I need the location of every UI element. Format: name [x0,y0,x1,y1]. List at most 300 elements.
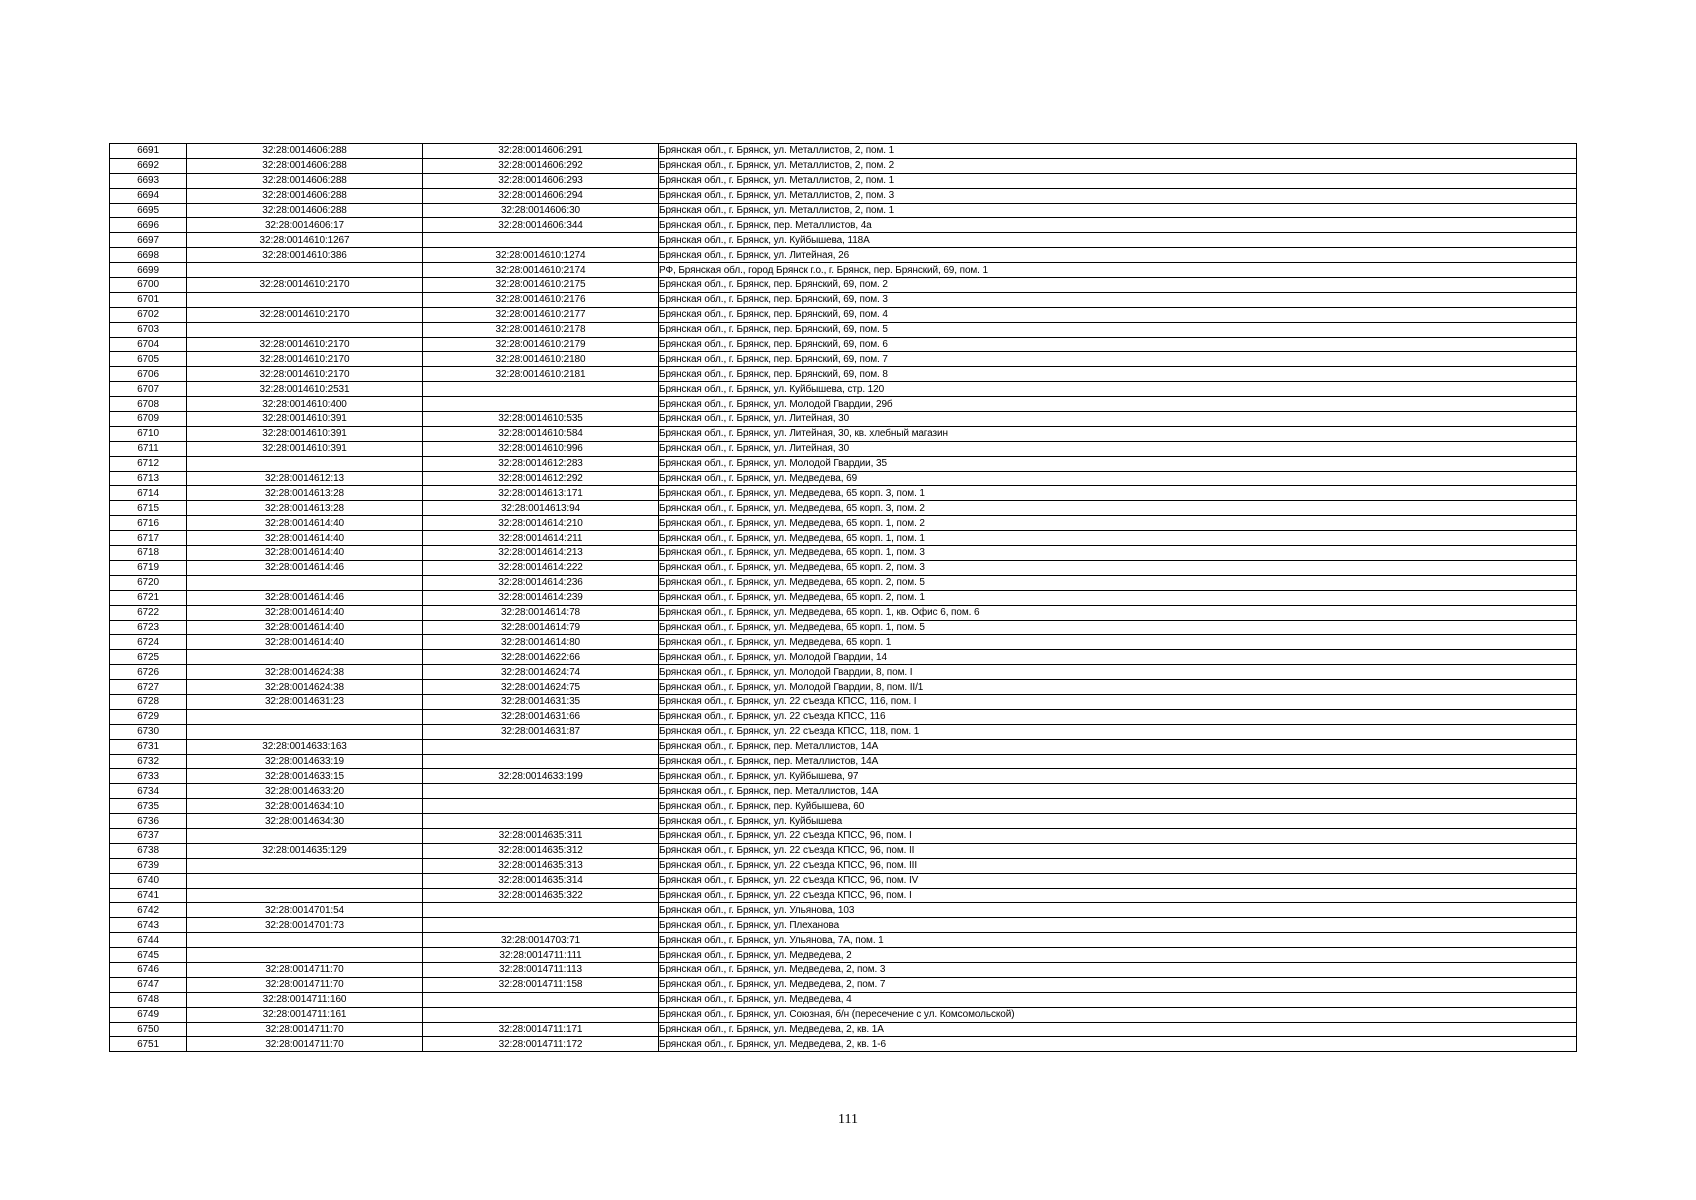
address-cell: Брянская обл., г. Брянск, ул. Медведева, 65 корп. 1 [659,635,1577,650]
table-row [110,218,1577,233]
row-number-cell: 6715 [110,501,187,516]
address-cell: Брянская обл., г. Брянск, ул. Союзная, б/н (пересечение с ул. Комсомольской) [659,1007,1577,1022]
address-cell: Брянская обл., г. Брянск, ул. Медведева, 2 [659,948,1577,963]
address-cell: Брянская обл., г. Брянск, ул. 22 съезда КПСС, 96, пом. I [659,828,1577,843]
parcel-cadastral-cell [187,933,423,948]
table-row [110,531,1577,546]
table-row [110,739,1577,754]
parcel-cadastral-cell: 32:28:0014614:40 [187,635,423,650]
table-row [110,203,1577,218]
table-row [110,754,1577,769]
address-cell: Брянская обл., г. Брянск, ул. Медведева, 2, пом. 3 [659,962,1577,977]
row-number-cell: 6691 [110,144,187,159]
table-row [110,486,1577,501]
object-cadastral-cell [423,397,659,412]
row-number-cell: 6693 [110,173,187,188]
table-row [110,873,1577,888]
address-cell: Брянская обл., г. Брянск, пер. Брянский, 69, пом. 2 [659,278,1577,293]
parcel-cadastral-cell: 32:28:0014711:70 [187,1022,423,1037]
address-cell: Брянская обл., г. Брянск, ул. Ульянова, 7А, пом. 1 [659,933,1577,948]
table-row [110,560,1577,575]
address-cell: Брянская обл., г. Брянск, ул. Литейная, 30 [659,441,1577,456]
address-cell: Брянская обл., г. Брянск, ул. Медведева, 65 корп. 3, пом. 1 [659,486,1577,501]
row-number-cell: 6728 [110,694,187,709]
row-number-cell: 6749 [110,1007,187,1022]
row-number-cell: 6704 [110,337,187,352]
row-number-cell: 6746 [110,962,187,977]
row-number-cell: 6738 [110,843,187,858]
parcel-cadastral-cell: 32:28:0014633:20 [187,784,423,799]
table-row [110,575,1577,590]
parcel-cadastral-cell: 32:28:0014610:1267 [187,233,423,248]
parcel-cadastral-cell: 32:28:0014635:129 [187,843,423,858]
object-cadastral-cell: 32:28:0014614:211 [423,531,659,546]
object-cadastral-cell: 32:28:0014610:584 [423,426,659,441]
address-cell: Брянская обл., г. Брянск, ул. Медведева, 65 корп. 2, пом. 3 [659,560,1577,575]
address-cell: Брянская обл., г. Брянск, ул. Литейная, 30, кв. хлебный магазин [659,426,1577,441]
address-cell: Брянская обл., г. Брянск, ул. 22 съезда КПСС, 96, пом. II [659,843,1577,858]
object-cadastral-cell [423,992,659,1007]
table-row [110,456,1577,471]
address-cell: Брянская обл., г. Брянск, ул. Медведева, 65 корп. 2, пом. 1 [659,590,1577,605]
row-number-cell: 6739 [110,858,187,873]
parcel-cadastral-cell: 32:28:0014701:54 [187,903,423,918]
object-cadastral-cell: 32:28:0014614:79 [423,620,659,635]
table-row [110,471,1577,486]
table-row [110,144,1577,159]
table-row [110,843,1577,858]
object-cadastral-cell: 32:28:0014610:2175 [423,278,659,293]
parcel-cadastral-cell [187,456,423,471]
table-row [110,784,1577,799]
parcel-cadastral-cell: 32:28:0014614:46 [187,590,423,605]
parcel-cadastral-cell [187,828,423,843]
object-cadastral-cell: 32:28:0014610:2174 [423,263,659,278]
row-number-cell: 6696 [110,218,187,233]
parcel-cadastral-cell: 32:28:0014606:288 [187,203,423,218]
address-cell: Брянская обл., г. Брянск, ул. Металлистов, 2, пом. 3 [659,188,1577,203]
parcel-cadastral-cell: 32:28:0014610:400 [187,397,423,412]
parcel-cadastral-cell: 32:28:0014711:70 [187,977,423,992]
table-row [110,948,1577,963]
object-cadastral-cell: 32:28:0014614:80 [423,635,659,650]
object-cadastral-cell: 32:28:0014612:292 [423,471,659,486]
row-number-cell: 6699 [110,263,187,278]
object-cadastral-cell: 32:28:0014624:74 [423,665,659,680]
address-cell: Брянская обл., г. Брянск, ул. 22 съезда КПСС, 96, пом. III [659,858,1577,873]
parcel-cadastral-cell: 32:28:0014711:161 [187,1007,423,1022]
row-number-cell: 6745 [110,948,187,963]
row-number-cell: 6700 [110,278,187,293]
address-cell: Брянская обл., г. Брянск, ул. Медведева, 65 корп. 1, пом. 1 [659,531,1577,546]
object-cadastral-cell: 32:28:0014633:199 [423,769,659,784]
table-row [110,173,1577,188]
parcel-cadastral-cell: 32:28:0014610:391 [187,426,423,441]
parcel-cadastral-cell [187,575,423,590]
parcel-cadastral-cell: 32:28:0014633:19 [187,754,423,769]
object-cadastral-cell: 32:28:0014610:2180 [423,352,659,367]
address-cell: Брянская обл., г. Брянск, пер. Брянский, 69, пом. 5 [659,322,1577,337]
table-row [110,918,1577,933]
row-number-cell: 6709 [110,412,187,427]
row-number-cell: 6747 [110,977,187,992]
table-row [110,397,1577,412]
parcel-cadastral-cell: 32:28:0014614:40 [187,620,423,635]
row-number-cell: 6722 [110,605,187,620]
address-cell: Брянская обл., г. Брянск, ул. Медведева, 2, пом. 7 [659,977,1577,992]
object-cadastral-cell: 32:28:0014606:292 [423,158,659,173]
table-row [110,680,1577,695]
table-row [110,337,1577,352]
table-row [110,412,1577,427]
table-row [110,665,1577,680]
table-row [110,694,1577,709]
parcel-cadastral-cell: 32:28:0014633:163 [187,739,423,754]
table-row [110,858,1577,873]
table-row [110,322,1577,337]
object-cadastral-cell [423,784,659,799]
parcel-cadastral-cell: 32:28:0014613:28 [187,501,423,516]
address-cell: Брянская обл., г. Брянск, пер. Металлистов, 14А [659,754,1577,769]
address-cell: Брянская обл., г. Брянск, пер. Брянский, 69, пом. 7 [659,352,1577,367]
row-number-cell: 6729 [110,709,187,724]
table-row [110,292,1577,307]
object-cadastral-cell [423,1007,659,1022]
object-cadastral-cell: 32:28:0014610:996 [423,441,659,456]
object-cadastral-cell [423,754,659,769]
parcel-cadastral-cell [187,263,423,278]
address-cell: Брянская обл., г. Брянск, ул. Медведева, 65 корп. 1, пом. 2 [659,516,1577,531]
table-row [110,367,1577,382]
object-cadastral-cell [423,739,659,754]
row-number-cell: 6713 [110,471,187,486]
row-number-cell: 6718 [110,546,187,561]
table-row [110,888,1577,903]
parcel-cadastral-cell: 32:28:0014624:38 [187,665,423,680]
parcel-cadastral-cell [187,650,423,665]
table-row [110,992,1577,1007]
object-cadastral-cell: 32:28:0014614:239 [423,590,659,605]
object-cadastral-cell [423,382,659,397]
object-cadastral-cell: 32:28:0014614:236 [423,575,659,590]
object-cadastral-cell: 32:28:0014711:113 [423,962,659,977]
parcel-cadastral-cell: 32:28:0014610:2170 [187,307,423,322]
parcel-cadastral-cell: 32:28:0014610:2531 [187,382,423,397]
table-row [110,903,1577,918]
object-cadastral-cell: 32:28:0014613:94 [423,501,659,516]
row-number-cell: 6742 [110,903,187,918]
row-number-cell: 6697 [110,233,187,248]
address-cell: Брянская обл., г. Брянск, ул. 22 съезда КПСС, 96, пом. IV [659,873,1577,888]
row-number-cell: 6707 [110,382,187,397]
parcel-cadastral-cell [187,724,423,739]
row-number-cell: 6734 [110,784,187,799]
object-cadastral-cell: 32:28:0014711:172 [423,1037,659,1052]
address-cell: Брянская обл., г. Брянск, ул. Молодой Гвардии, 14 [659,650,1577,665]
address-cell: Брянская обл., г. Брянск, пер. Металлистов, 14А [659,739,1577,754]
address-cell: Брянская обл., г. Брянск, ул. Медведева, 65 корп. 1, пом. 3 [659,546,1577,561]
address-cell: Брянская обл., г. Брянск, ул. 22 съезда КПСС, 118, пом. 1 [659,724,1577,739]
address-cell: Брянская обл., г. Брянск, пер. Брянский, 69, пом. 3 [659,292,1577,307]
address-cell: Брянская обл., г. Брянск, пер. Металлистов, 4а [659,218,1577,233]
parcel-cadastral-cell: 32:28:0014711:160 [187,992,423,1007]
table-row [110,233,1577,248]
object-cadastral-cell: 32:28:0014606:293 [423,173,659,188]
row-number-cell: 6725 [110,650,187,665]
table-row [110,352,1577,367]
object-cadastral-cell: 32:28:0014606:294 [423,188,659,203]
parcel-cadastral-cell: 32:28:0014610:386 [187,248,423,263]
address-cell: Брянская обл., г. Брянск, ул. Ульянова, 103 [659,903,1577,918]
table-row [110,516,1577,531]
row-number-cell: 6740 [110,873,187,888]
parcel-cadastral-cell: 32:28:0014612:13 [187,471,423,486]
row-number-cell: 6717 [110,531,187,546]
table-row [110,605,1577,620]
table-row [110,799,1577,814]
object-cadastral-cell [423,918,659,933]
table-row [110,501,1577,516]
row-number-cell: 6737 [110,828,187,843]
row-number-cell: 6743 [110,918,187,933]
parcel-cadastral-cell: 32:28:0014606:288 [187,188,423,203]
object-cadastral-cell: 32:28:0014631:35 [423,694,659,709]
row-number-cell: 6720 [110,575,187,590]
table-row [110,263,1577,278]
parcel-cadastral-cell [187,292,423,307]
address-cell: Брянская обл., г. Брянск, ул. Медведева, 65 корп. 3, пом. 2 [659,501,1577,516]
row-number-cell: 6712 [110,456,187,471]
table-row [110,962,1577,977]
object-cadastral-cell: 32:28:0014612:283 [423,456,659,471]
table-row [110,1007,1577,1022]
address-cell: РФ, Брянская обл., город Брянск г.о., г. Брянск, пер. Брянский, 69, пом. 1 [659,263,1577,278]
object-cadastral-cell: 32:28:0014635:313 [423,858,659,873]
table-row [110,977,1577,992]
row-number-cell: 6710 [110,426,187,441]
row-number-cell: 6695 [110,203,187,218]
object-cadastral-cell: 32:28:0014614:222 [423,560,659,575]
address-cell: Брянская обл., г. Брянск, пер. Брянский, 69, пом. 8 [659,367,1577,382]
address-cell: Брянская обл., г. Брянск, ул. Медведева, 69 [659,471,1577,486]
row-number-cell: 6748 [110,992,187,1007]
object-cadastral-cell: 32:28:0014624:75 [423,680,659,695]
row-number-cell: 6703 [110,322,187,337]
row-number-cell: 6708 [110,397,187,412]
row-number-cell: 6726 [110,665,187,680]
object-cadastral-cell: 32:28:0014614:78 [423,605,659,620]
object-cadastral-cell: 32:28:0014635:311 [423,828,659,843]
address-cell: Брянская обл., г. Брянск, ул. Молодой Гвардии, 8, пом. II/1 [659,680,1577,695]
table-row [110,769,1577,784]
address-cell: Брянская обл., г. Брянск, ул. Литейная, 26 [659,248,1577,263]
parcel-cadastral-cell [187,858,423,873]
object-cadastral-cell: 32:28:0014635:312 [423,843,659,858]
object-cadastral-cell: 32:28:0014703:71 [423,933,659,948]
row-number-cell: 6736 [110,814,187,829]
parcel-cadastral-cell: 32:28:0014614:40 [187,605,423,620]
address-cell: Брянская обл., г. Брянск, ул. Куйбышева, стр. 120 [659,382,1577,397]
row-number-cell: 6733 [110,769,187,784]
parcel-cadastral-cell: 32:28:0014610:2170 [187,352,423,367]
page-number: 111 [838,1112,858,1127]
row-number-cell: 6750 [110,1022,187,1037]
object-cadastral-cell [423,799,659,814]
table-row [110,426,1577,441]
object-cadastral-cell: 32:28:0014606:291 [423,144,659,159]
parcel-cadastral-cell: 32:28:0014634:10 [187,799,423,814]
table-row [110,828,1577,843]
address-cell: Брянская обл., г. Брянск, ул. Молодой Гвардии, 29б [659,397,1577,412]
object-cadastral-cell: 32:28:0014613:171 [423,486,659,501]
object-cadastral-cell: 32:28:0014610:2178 [423,322,659,337]
row-number-cell: 6716 [110,516,187,531]
row-number-cell: 6701 [110,292,187,307]
parcel-cadastral-cell: 32:28:0014606:288 [187,158,423,173]
object-cadastral-cell: 32:28:0014631:87 [423,724,659,739]
parcel-cadastral-cell: 32:28:0014610:2170 [187,337,423,352]
parcel-cadastral-cell: 32:28:0014610:391 [187,441,423,456]
table-row [110,158,1577,173]
row-number-cell: 6723 [110,620,187,635]
address-cell: Брянская обл., г. Брянск, ул. Куйбышева, 118А [659,233,1577,248]
table-row [110,382,1577,397]
row-number-cell: 6731 [110,739,187,754]
address-cell: Брянская обл., г. Брянск, ул. Литейная, 30 [659,412,1577,427]
row-number-cell: 6705 [110,352,187,367]
address-cell: Брянская обл., г. Брянск, ул. Медведева, 2, кв. 1-6 [659,1037,1577,1052]
address-cell: Брянская обл., г. Брянск, ул. Медведева, 2, кв. 1А [659,1022,1577,1037]
address-cell: Брянская обл., г. Брянск, ул. Молодой Гвардии, 35 [659,456,1577,471]
parcel-cadastral-cell: 32:28:0014624:38 [187,680,423,695]
object-cadastral-cell [423,233,659,248]
table-row [110,650,1577,665]
row-number-cell: 6706 [110,367,187,382]
object-cadastral-cell: 32:28:0014631:66 [423,709,659,724]
row-number-cell: 6711 [110,441,187,456]
parcel-cadastral-cell: 32:28:0014614:40 [187,531,423,546]
object-cadastral-cell: 32:28:0014711:111 [423,948,659,963]
object-cadastral-cell: 32:28:0014610:2181 [423,367,659,382]
parcel-cadastral-cell [187,888,423,903]
address-cell: Брянская обл., г. Брянск, ул. Куйбышева [659,814,1577,829]
table-row [110,724,1577,739]
parcel-cadastral-cell: 32:28:0014711:70 [187,962,423,977]
table-row [110,546,1577,561]
parcel-cadastral-cell [187,322,423,337]
parcel-cadastral-cell: 32:28:0014631:23 [187,694,423,709]
table-row [110,590,1577,605]
object-cadastral-cell [423,814,659,829]
parcel-cadastral-cell [187,709,423,724]
parcel-cadastral-cell [187,948,423,963]
object-cadastral-cell: 32:28:0014610:2176 [423,292,659,307]
table-row [110,1037,1577,1052]
object-cadastral-cell: 32:28:0014711:158 [423,977,659,992]
parcel-cadastral-cell: 32:28:0014606:288 [187,144,423,159]
object-cadastral-cell: 32:28:0014711:171 [423,1022,659,1037]
row-number-cell: 6727 [110,680,187,695]
address-cell: Брянская обл., г. Брянск, ул. Металлистов, 2, пом. 1 [659,173,1577,188]
table-row [110,307,1577,322]
address-cell: Брянская обл., г. Брянск, ул. Медведева, 65 корп. 1, кв. Офис 6, пом. 6 [659,605,1577,620]
address-cell: Брянская обл., г. Брянск, пер. Брянский, 69, пом. 4 [659,307,1577,322]
table-row [110,441,1577,456]
object-cadastral-cell: 32:28:0014610:535 [423,412,659,427]
table-row [110,1022,1577,1037]
address-cell: Брянская обл., г. Брянск, ул. 22 съезда КПСС, 116, пом. I [659,694,1577,709]
table-row [110,709,1577,724]
row-number-cell: 6751 [110,1037,187,1052]
row-number-cell: 6692 [110,158,187,173]
row-number-cell: 6721 [110,590,187,605]
row-number-cell: 6698 [110,248,187,263]
registry-table [109,143,1577,1052]
row-number-cell: 6694 [110,188,187,203]
parcel-cadastral-cell: 32:28:0014610:2170 [187,278,423,293]
parcel-cadastral-cell: 32:28:0014614:46 [187,560,423,575]
row-number-cell: 6730 [110,724,187,739]
parcel-cadastral-cell: 32:28:0014614:40 [187,546,423,561]
parcel-cadastral-cell: 32:28:0014634:30 [187,814,423,829]
object-cadastral-cell: 32:28:0014606:30 [423,203,659,218]
row-number-cell: 6714 [110,486,187,501]
registry-table-body [110,144,1577,1052]
address-cell: Брянская обл., г. Брянск, ул. Металлистов, 2, пом. 1 [659,144,1577,159]
address-cell: Брянская обл., г. Брянск, ул. Металлистов, 2, пом. 1 [659,203,1577,218]
address-cell: Брянская обл., г. Брянск, пер. Брянский, 69, пом. 6 [659,337,1577,352]
table-row [110,278,1577,293]
object-cadastral-cell: 32:28:0014635:322 [423,888,659,903]
address-cell: Брянская обл., г. Брянск, ул. Медведева, 4 [659,992,1577,1007]
address-cell: Брянская обл., г. Брянск, ул. Медведева, 65 корп. 1, пом. 5 [659,620,1577,635]
row-number-cell: 6702 [110,307,187,322]
object-cadastral-cell: 32:28:0014610:1274 [423,248,659,263]
table-row [110,188,1577,203]
table-row [110,635,1577,650]
row-number-cell: 6724 [110,635,187,650]
object-cadastral-cell: 32:28:0014606:344 [423,218,659,233]
object-cadastral-cell: 32:28:0014614:210 [423,516,659,531]
object-cadastral-cell: 32:28:0014610:2179 [423,337,659,352]
address-cell: Брянская обл., г. Брянск, пер. Металлистов, 14А [659,784,1577,799]
parcel-cadastral-cell: 32:28:0014610:391 [187,412,423,427]
parcel-cadastral-cell: 32:28:0014606:288 [187,173,423,188]
parcel-cadastral-cell: 32:28:0014633:15 [187,769,423,784]
object-cadastral-cell: 32:28:0014614:213 [423,546,659,561]
object-cadastral-cell [423,903,659,918]
table-row [110,248,1577,263]
parcel-cadastral-cell: 32:28:0014610:2170 [187,367,423,382]
parcel-cadastral-cell [187,873,423,888]
row-number-cell: 6732 [110,754,187,769]
address-cell: Брянская обл., г. Брянск, ул. 22 съезда КПСС, 96, пом. I [659,888,1577,903]
row-number-cell: 6744 [110,933,187,948]
address-cell: Брянская обл., г. Брянск, ул. Плеханова [659,918,1577,933]
parcel-cadastral-cell: 32:28:0014701:73 [187,918,423,933]
row-number-cell: 6735 [110,799,187,814]
row-number-cell: 6719 [110,560,187,575]
address-cell: Брянская обл., г. Брянск, ул. 22 съезда КПСС, 116 [659,709,1577,724]
table-row [110,814,1577,829]
object-cadastral-cell: 32:28:0014610:2177 [423,307,659,322]
parcel-cadastral-cell: 32:28:0014711:70 [187,1037,423,1052]
address-cell: Брянская обл., г. Брянск, пер. Куйбышева, 60 [659,799,1577,814]
address-cell: Брянская обл., г. Брянск, ул. Куйбышева, 97 [659,769,1577,784]
table-row [110,620,1577,635]
object-cadastral-cell: 32:28:0014635:314 [423,873,659,888]
row-number-cell: 6741 [110,888,187,903]
